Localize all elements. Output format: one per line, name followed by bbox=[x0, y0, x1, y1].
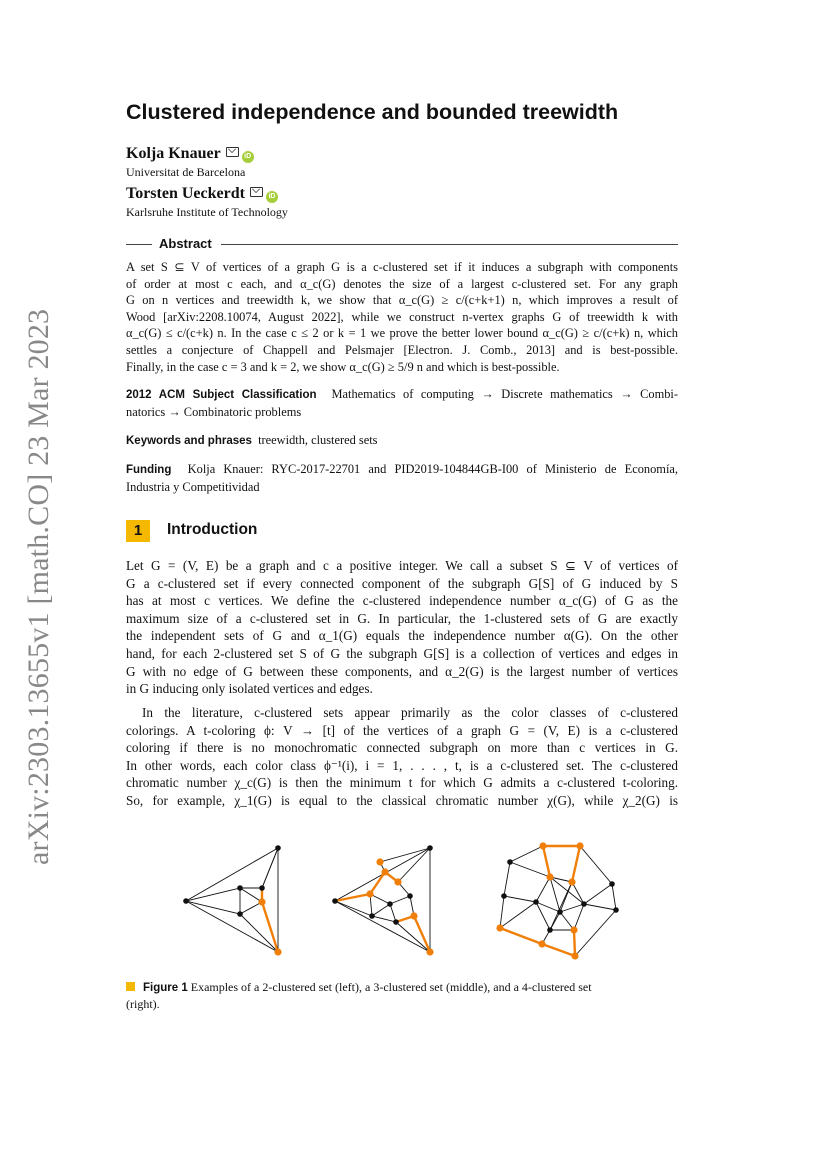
intro-line: chromatic number χ_c(G) is then the minimum t for which G admits a c-clustered t-coloring. bbox=[126, 775, 678, 791]
graph-edge bbox=[372, 904, 390, 916]
highlighted-vertex bbox=[258, 898, 265, 905]
intro-line: hand, for each 2-clustered set S of G the subgraph G[S] is a collection of vertices and edges in bbox=[126, 645, 678, 661]
orcid-icon[interactable]: iD bbox=[242, 151, 254, 163]
highlighted-edge bbox=[574, 930, 575, 956]
arxiv-stamp: arXiv:2303.13655v1 [math.CO] 23 Mar 2023 bbox=[22, 308, 55, 865]
graph-edge bbox=[572, 882, 584, 904]
abstract-body bbox=[126, 259, 678, 375]
figure-caption bbox=[126, 979, 678, 1012]
highlighted-edge bbox=[542, 944, 575, 956]
author-2 bbox=[126, 185, 278, 203]
author-2-name: Torsten Ueckerdt bbox=[126, 185, 245, 202]
graph-edge bbox=[335, 901, 372, 916]
figure-1-graphs bbox=[170, 832, 650, 972]
graph-vertex bbox=[427, 845, 433, 851]
graph-vertex bbox=[369, 913, 375, 919]
graph-edge bbox=[584, 904, 616, 910]
funding-text-1: Kolja Knauer: RYC-2017-22701 and PID2019-104844GB-I00 of Ministerio de Economía, bbox=[187, 462, 678, 476]
intro-line: In the literature, c-clustered sets appear primarily as the color classes of c-clustered bbox=[142, 705, 678, 720]
graph-edge bbox=[574, 904, 584, 930]
highlighted-edge bbox=[543, 846, 550, 877]
graph-vertex bbox=[533, 899, 539, 905]
abstract-rule-right bbox=[221, 244, 678, 245]
highlighted-vertex bbox=[496, 924, 503, 931]
intro-paragraph-1 bbox=[126, 557, 678, 698]
abstract-line: settles a conjecture of Chappell and Pelsmajer [Electron. J. Comb., 2013] and is best-possible. bbox=[126, 342, 678, 357]
graph-edge bbox=[390, 904, 396, 922]
highlighted-vertex bbox=[366, 890, 373, 897]
graph-edge bbox=[398, 848, 430, 882]
keywords-label: Keywords and phrases bbox=[126, 435, 252, 447]
abstract-label: Abstract bbox=[159, 236, 212, 251]
graph-edge bbox=[186, 848, 278, 901]
graph-edge bbox=[536, 902, 550, 930]
graph-vertex bbox=[581, 901, 587, 907]
graph-edge bbox=[504, 896, 536, 902]
author-1-name: Kolja Knauer bbox=[126, 145, 221, 162]
keywords bbox=[126, 432, 678, 450]
highlighted-vertex bbox=[410, 912, 417, 919]
acm-label: 2012 ACM Subject Classification bbox=[126, 389, 317, 401]
section-number: 1 bbox=[126, 520, 150, 542]
keywords-text: treewidth, clustered sets bbox=[258, 433, 378, 447]
graph-edge bbox=[380, 848, 430, 862]
graph-vertex bbox=[557, 909, 563, 915]
graph-edge bbox=[240, 888, 262, 902]
highlighted-vertex bbox=[546, 873, 553, 880]
graph-edge bbox=[575, 910, 616, 956]
intro-line: the independent sets of G and α_1(G) equals the independence number α(G). On the other bbox=[126, 628, 678, 644]
highlighted-edge bbox=[500, 928, 542, 944]
abstract-line: Wood [arXiv:2208.10074, August 2022], while we construct n-vertex graphs G of treewidth k with bbox=[126, 309, 678, 324]
author-1 bbox=[126, 145, 254, 163]
author-1-affiliation: Universitat de Barcelona bbox=[126, 165, 246, 179]
acm-classification bbox=[126, 386, 678, 420]
graph-edge bbox=[186, 888, 240, 901]
highlighted-edge bbox=[572, 846, 580, 882]
graph-edge bbox=[612, 884, 616, 910]
mail-icon[interactable] bbox=[226, 147, 239, 157]
graph-vertex bbox=[501, 893, 507, 899]
graph-edge bbox=[500, 902, 536, 928]
graph-vertex bbox=[275, 845, 281, 851]
graph-edge bbox=[262, 848, 278, 888]
abstract-heading bbox=[126, 236, 678, 252]
intro-line: maximum size of a c-clustered set in G. In particular, the 1-clustered sets of G are exactly bbox=[126, 610, 678, 626]
graph-4-clustered bbox=[496, 842, 618, 959]
intro-line: G a c-clustered set if every connected component of the subgraph G[S] of G induced by S bbox=[126, 575, 678, 591]
graph-edge bbox=[584, 884, 612, 904]
graph-vertex bbox=[407, 893, 413, 899]
highlighted-vertex bbox=[274, 948, 281, 955]
caption-text-1: Examples of a 2-clustered set (left), a 3-clustered set (middle), and a 4-clustered set bbox=[190, 980, 592, 994]
graph-vertex bbox=[183, 898, 189, 904]
abstract-line: Finally, in the case c = 3 and k = 2, we show α_c(G) ≥ 5/9 n and which is best-possible. bbox=[126, 359, 560, 374]
acm-text-1: Mathematics of computing → Discrete mathematics → Combi- bbox=[331, 387, 678, 401]
highlighted-vertex bbox=[576, 842, 583, 849]
graph-edge bbox=[536, 902, 560, 912]
graph-edge bbox=[504, 862, 510, 896]
graph-vertex bbox=[547, 927, 553, 933]
acm-text-2: natorics → Combinatoric problems bbox=[126, 404, 302, 419]
graph-edge bbox=[580, 846, 612, 884]
funding-label: Funding bbox=[126, 464, 172, 476]
funding-text-2: Industria y Competitividad bbox=[126, 479, 260, 494]
graph-edge bbox=[550, 877, 560, 912]
intro-line: So, for example, χ_1(G) is equal to the classical chromatic number χ(G), while χ_2(G) is bbox=[126, 792, 678, 808]
graph-2-clustered bbox=[183, 845, 281, 955]
highlighted-vertex bbox=[538, 940, 545, 947]
graph-edge bbox=[396, 922, 430, 952]
graph-vertex bbox=[259, 885, 265, 891]
mail-icon[interactable] bbox=[250, 187, 263, 197]
highlighted-vertex bbox=[376, 858, 383, 865]
abstract-line: A set S ⊆ V of vertices of a graph G is a c-clustered set if it induces a subgraph with components bbox=[126, 260, 678, 274]
abstract-rule-left bbox=[126, 244, 152, 245]
abstract-line: α_c(G) ≤ c/(c+k) n. In the case c ≤ 2 or k = 1 we prove the better lower bound α_c(G) ≥ c/(c+k) n, which bbox=[126, 326, 678, 341]
abstract-line: G on n vertices and treewidth k, we show that α_c(G) ≥ c/(c+k+1) n, which improves a result of bbox=[126, 293, 678, 308]
funding bbox=[126, 461, 678, 495]
graph-vertex bbox=[609, 881, 615, 887]
highlighted-vertex bbox=[568, 878, 575, 885]
graph-vertex bbox=[393, 919, 399, 925]
intro-line: colorings. A t-coloring ϕ: V → [t] of the vertices of a graph G = (V, E) is a c-clustered bbox=[126, 722, 678, 738]
graph-edge bbox=[560, 904, 584, 912]
intro-paragraph-2 bbox=[126, 704, 678, 810]
paper-title: Clustered independence and bounded treewidth bbox=[126, 100, 619, 124]
highlighted-vertex bbox=[570, 926, 577, 933]
caption-text-2: (right). bbox=[126, 997, 160, 1011]
graph-3-clustered bbox=[332, 845, 433, 955]
intro-line: has at most c vertices. We define the c-clustered independence number α_c(G) of G as the bbox=[126, 593, 678, 609]
graph-vertex bbox=[613, 907, 619, 913]
intro-line: in G inducing only isolated vertices and edges. bbox=[126, 681, 373, 697]
highlighted-vertex bbox=[381, 868, 388, 875]
intro-line: Let G = (V, E) be a graph and c a positive integer. We call a subset S ⊆ V of vertices of bbox=[126, 558, 678, 573]
graph-edge bbox=[372, 916, 396, 922]
caption-label: Figure 1 bbox=[143, 982, 188, 994]
graph-edge bbox=[536, 877, 550, 902]
graph-vertex bbox=[507, 859, 513, 865]
highlighted-vertex bbox=[571, 952, 578, 959]
graph-vertex bbox=[387, 901, 393, 907]
intro-line: G with no edge of G between these components, and α_2(G) is the largest number of vertices bbox=[126, 663, 678, 679]
graph-edge bbox=[390, 896, 410, 904]
highlighted-edge bbox=[335, 894, 370, 901]
intro-line: In other words, each color class ϕ⁻¹(i), i = 1, . . . , t, is a c-clustered set. The c-clustered bbox=[126, 757, 678, 773]
graph-vertex bbox=[237, 885, 243, 891]
intro-line: coloring if there is no monochromatic connected subgraph on more than c vertices in G. bbox=[126, 740, 678, 756]
highlighted-vertex bbox=[394, 878, 401, 885]
orcid-icon[interactable]: iD bbox=[266, 191, 278, 203]
graph-edge bbox=[186, 901, 240, 914]
highlighted-edge bbox=[370, 872, 385, 894]
highlighted-edge bbox=[414, 916, 430, 952]
graph-edge bbox=[510, 846, 543, 862]
highlighted-vertex bbox=[426, 948, 433, 955]
section-title: Introduction bbox=[167, 521, 258, 538]
highlighted-vertex bbox=[539, 842, 546, 849]
graph-edge bbox=[500, 896, 504, 928]
caption-marker bbox=[126, 982, 135, 991]
graph-vertex bbox=[237, 911, 243, 917]
author-2-affiliation: Karlsruhe Institute of Technology bbox=[126, 205, 288, 219]
graph-edge bbox=[510, 862, 550, 877]
graph-edge bbox=[240, 902, 262, 914]
abstract-line: of order at most c each, and α_c(G) denotes the size of a largest c-clustered set. For any graph bbox=[126, 276, 678, 291]
graph-vertex bbox=[332, 898, 338, 904]
